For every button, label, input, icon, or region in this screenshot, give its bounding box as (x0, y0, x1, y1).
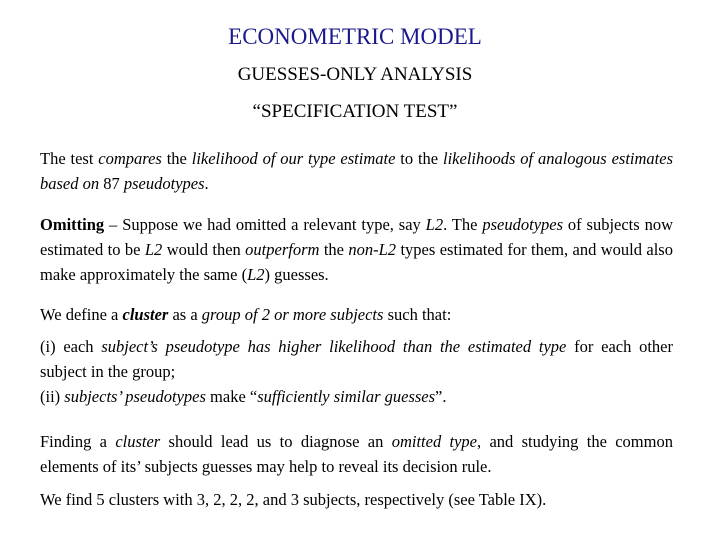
slide-subtitle-secondary: “SPECIFICATION TEST” (252, 101, 458, 122)
paragraph-cluster-definition: We define a cluster as a group of 2 or more subjects such that: (40, 305, 452, 324)
paragraph-results: We find 5 clusters with 3, 2, 2, 2, and 3 subjects, respectively (see Table IX). (40, 490, 547, 509)
paragraph-omitting: Omitting – Suppose we had omitted a relevant type, say L2. The pseudotypes of subjects now estimated to be L2 would then outperform the non-L2 types estimated for them, and would also make approximately the same (L2) guesses. (40, 215, 673, 284)
slide-subtitle: GUESSES-ONLY ANALYSIS (237, 64, 473, 85)
paragraph-cluster-conditions: (i) each subject’s pseudotype has higher likelihood than the estimated type for each other subject in the group; (ii) subjects’ pseudotypes make “sufficiently similar guesses”. (40, 337, 674, 406)
paragraph-test-description: The test compares the likelihood of our type estimate to the likelihoods of analogous estimates based on 87 pseudotypes. (40, 149, 673, 193)
paragraph-finding-cluster: Finding a cluster should lead us to diagnose an omitted type, and studying the common elements of its’ subjects guesses may help to reveal its decision rule. (40, 432, 673, 476)
slide-title: ECONOMETRIC MODEL (228, 24, 482, 49)
